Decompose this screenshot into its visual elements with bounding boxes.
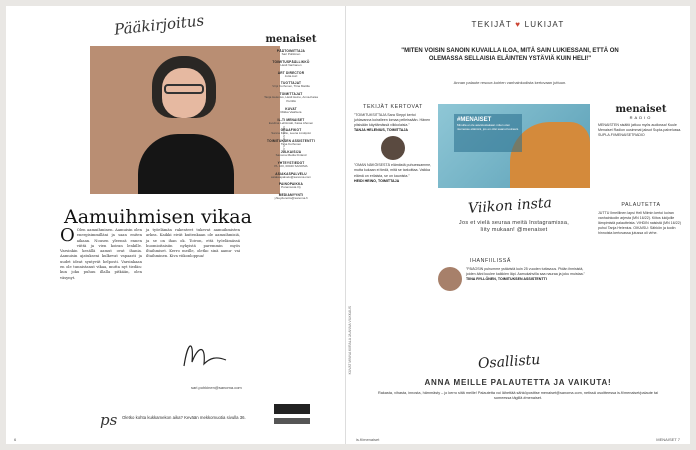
masthead-role: ART DIRECTOR — [277, 70, 305, 75]
instagram-text: Minulla ei ole aavistustakaan miten olen niemesse elämäni, jos en olisi saanut koiraani. — [457, 123, 519, 131]
masthead-block — [264, 182, 318, 190]
readers-page — [346, 6, 690, 444]
dog-image — [510, 122, 590, 188]
masthead-value: Sari Pohkinen — [281, 52, 301, 56]
masthead-role: TOIMITUSPÄÄLLIKKÖ — [272, 59, 310, 64]
masthead-role: GRAAFIKOT — [280, 128, 302, 133]
masthead-role: TUOTTAJAT — [280, 81, 302, 86]
masthead-block — [264, 172, 318, 180]
masthead-value: yhteydenotto@sanoma.fi — [274, 196, 308, 201]
photo-credits-vertical: KUVAT MINNA KIIRALA JA ANNA VILKKAUS — [348, 306, 352, 375]
masthead-role: PÄÄTOIMITTAJA — [276, 49, 306, 53]
masthead-block — [264, 60, 318, 68]
certification-badge — [274, 404, 310, 414]
editorial-column-1: O Olen aamuihminen. Aamuisin olen energisimmilläni ja saan eniten aikaan. Nousen yleensä ennen viittä ja vien koiran lenkille. Varsinkin kesällä aamut ovat ihania. Aamuisin ajatukseni kulkevat vapaasti ja uudet ideat syntyvät helposti. Varsinkaan en ole tunnistanut vikaa, mutta nyt tiedän: kun joku puhuu illalla pitkään, olen väsynyt. — [60, 225, 142, 280]
masthead-block — [264, 193, 318, 201]
editorial-script-title: Pääkirjoitus — [113, 11, 205, 39]
masthead-value: Tiina Korhonen — [280, 142, 302, 147]
feedback-section — [598, 202, 684, 236]
signature — [176, 336, 236, 374]
footer-url[interactable]: is.fi/menaiset — [356, 437, 380, 442]
masthead-block — [264, 118, 318, 126]
masthead-role: YHTEYSTIEDOT — [277, 160, 305, 165]
masthead-role: TOIMITTAJAT — [279, 92, 303, 97]
insta-script-title: Viikon insta — [467, 195, 553, 217]
editorial-page — [6, 6, 346, 444]
makers-column — [354, 104, 432, 184]
masthead-block — [264, 150, 318, 158]
masthead-role: KUVAT — [285, 106, 297, 111]
masthead-value: Eveliina Lehtimäki, Kaisa Ahonen — [268, 120, 314, 125]
reader-quote-source: Annan palaute rescue-koirien vanhainkodista kertovaan juttuun. — [453, 80, 567, 85]
author-portrait — [381, 136, 405, 160]
radio-label: RADIO — [629, 115, 653, 120]
masthead-value: Heidi Vanhanen — [280, 62, 302, 67]
masthead-role: TOIMITUKSEN ASSISTENTTI — [267, 139, 315, 144]
editor-photo — [90, 46, 280, 194]
masthead-block — [264, 92, 318, 104]
feeling-section — [438, 258, 590, 291]
makers-name-1: TANJA HELENIUS, TOIMITTAJA — [354, 128, 408, 133]
feedback-cta-title: ANNA MEILLE PALAUTETTA JA VAIKUTA! — [424, 378, 612, 387]
instagram-follow-text: Jos et vielä seuraa meitä Instagramissa, liity mukaan! @menaiset — [458, 220, 570, 233]
masthead-value: Riikka Vaahtera — [280, 109, 302, 114]
instagram-post[interactable] — [438, 104, 590, 188]
editorial-headline: Aamuihmisen vikaa — [64, 206, 252, 228]
masthead-role: IL-TI MENAISET — [277, 117, 305, 122]
radio-section — [598, 104, 684, 138]
feeling-title: IHANFIILISSÄ — [470, 258, 512, 264]
radio-text: MENAISTEN sisältö jatkuu myös audiossa! Kuule Menaiset Radion uusimmat jaksot Supla-palvelussa. SUPLA.FI/MENAISETRADIO — [598, 123, 682, 138]
masthead-value: Sanna Kallio, Leena Lindqvist — [271, 131, 311, 136]
footer-page-number: MENAISET 7 — [656, 437, 680, 442]
masthead-value: asiakaspalvelu@sanoma.com — [271, 174, 311, 179]
makers-text-1: "TOIMITUKSITTAJA Sara Sieppi kertoi juhlavanna koiralleen lomaa pelleissään. Hänen piisisään käyttämässä viikkolaisia." — [354, 113, 431, 128]
editor-email[interactable]: sari.pohkinen@sanoma.com — [191, 385, 242, 390]
masthead-block — [264, 139, 318, 147]
makers-title: TEKIJÄT KERTOVAT — [363, 104, 423, 110]
masthead-role: ASIAKASPALVELU — [275, 171, 307, 176]
feeling-text: "PÄÄOSIN puhumme ystävistä kuin 25 vuoden tuttavuus. Pidän ihmisistä, joiden ääni kuulee kaikkien läpi. Aamukahvilla saa nauraa ja joku muistaa." — [466, 267, 585, 277]
makers-name-2: HEIDI HEINO, TOIMITTAJA — [354, 178, 400, 183]
masthead-logo: menaiset — [265, 34, 317, 45]
ps-mark: ps — [100, 411, 118, 429]
page-number-left: 6 — [14, 437, 17, 442]
ps-text: Oletko kohta kukkamekon aika? Kevään mekkomuotia sivulla 36. — [122, 415, 246, 420]
masthead-block — [264, 128, 318, 136]
masthead-block — [264, 81, 318, 89]
masthead — [264, 34, 318, 204]
feeling-name: TIINA RYLLÖNEN, TOIMITUKSEN ASSISTENTTI — [466, 277, 547, 282]
instagram-hashtag: #MENAISET — [457, 117, 492, 123]
masthead-block — [264, 107, 318, 115]
masthead-value: Sanoma Media Finland — [275, 152, 307, 157]
masthead-role: MEDIAMYYNTI — [278, 193, 304, 198]
section-header: TEKIJÄT ♥ LUKIJAT — [471, 20, 565, 29]
masthead-block — [264, 161, 318, 169]
feedback-title: PALAUTETTA — [621, 202, 661, 208]
photo-credit: KUVA ANNA VILKA — [282, 126, 286, 152]
masthead-value: Virpi Korhonen, Tiina Mattila — [272, 84, 310, 89]
masthead-value: Tanja Helenius, Heidi Heino, Anna-Kaisa Perttilä — [264, 95, 318, 103]
radio-logo: menaiset — [615, 104, 667, 115]
masthead-block — [264, 71, 318, 79]
masthead-value: Punamusta Oy — [281, 185, 301, 190]
sanoma-logo — [274, 418, 310, 424]
magazine-spread — [6, 6, 690, 444]
editorial-column-2: ja työelämän rakenteet tukevat aamuihmisten arkea. Kaikki eivät kuitenkaan ole aamuihmisiä, ja se on ihan ok. Toivon, että työelämässä huomioitaisiin nykyistä paremmin myös iltaihmiset. Kerro meille, oletko sinä aamu- vai iltaihminen. Kiva viikonloppua! — [146, 228, 240, 259]
masthead-role: PAINOPAIKKA — [278, 182, 304, 187]
masthead-value: PL 100, 00040 SANOMA — [274, 163, 308, 168]
masthead-value: Jutta Auri — [284, 73, 298, 78]
staff-portrait — [438, 267, 462, 291]
feedback-text: JUTTU Ilmeillinen lapsi Heli Miimin kertoi koiran vanhainkodin arjesta (MN 16/22). Kiitos lukijoille lämpimistä palautteista. VIHDIN naisistä (MN 16/22) puhui Tanja Helenius. OIKAISU: Sähkön ja kodin hinnoista kertovassa jutussa oli virhe. — [598, 211, 681, 236]
participate-script: Osallistu — [477, 351, 541, 373]
reader-quote: "MITEN VOISIN SANOIN KUVAILLA ILOA, MITÄ SAIN LUKIESSANI, ETTÄ ON OLEMASSA SELLAISIA ELÄINTEN YSTÄVIÄ KUIN HELI!" — [401, 48, 619, 62]
masthead-block — [264, 49, 318, 57]
makers-text-2: "OMAN NÄKÖISESTÄ elämästä puhuessamme, mutta kukaan ei tiedä, mitä se tarkoittaa. Vaikka elämä on erilaista, se on kaunista." — [354, 163, 432, 178]
feedback-cta-text: Rakasta, vihasta, innosta, hämmästy – jo kerro siitä meille! Palautetta voi lähettää sähköpostitse menaiset@sanoma.com, netissä osoitteessa is.fi/menaiset/palaute tai someessa tägillä #menaiset. — [378, 391, 658, 400]
masthead-role: JULKAISIJA — [280, 149, 302, 154]
heart-icon: ♥ — [515, 20, 522, 29]
